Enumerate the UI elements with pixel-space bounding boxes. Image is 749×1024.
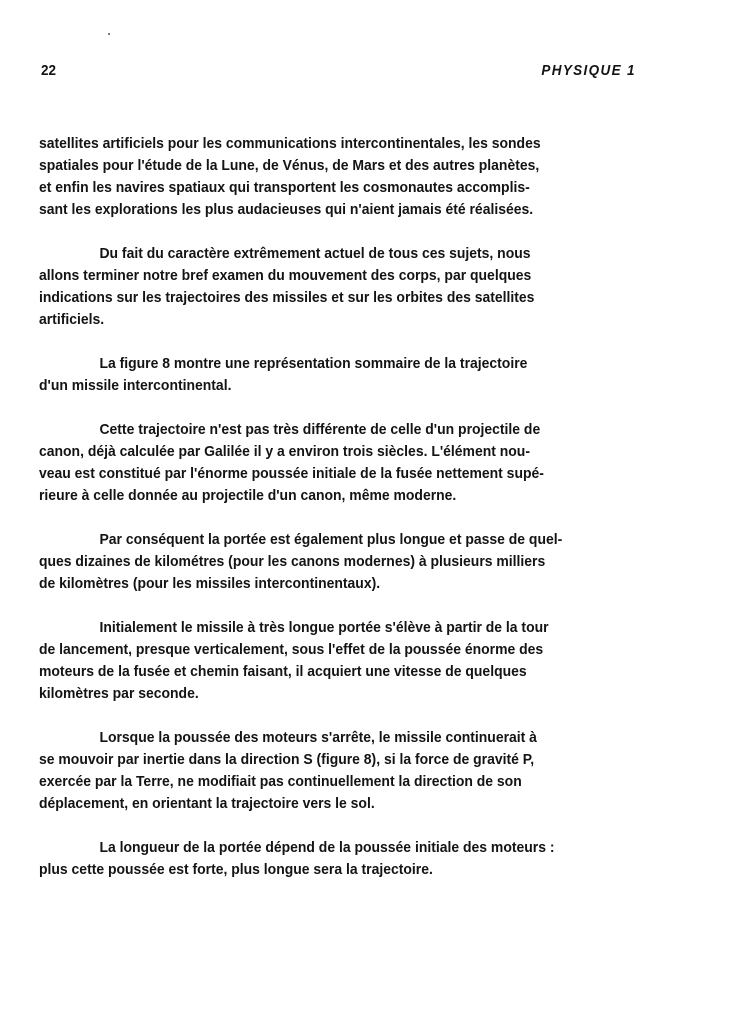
text-line: allons terminer notre bref examen du mouvement des corps, par quelques (39, 267, 532, 284)
text-line: exercée par la Terre, ne modifiait pas continuellement la direction de son (39, 773, 522, 790)
text-line: La figure 8 montre une représentation sommaire de la trajectoire (99, 355, 528, 372)
text-line: artificiels. (39, 311, 105, 328)
paragraph (39, 133, 634, 221)
paragraph (39, 837, 634, 881)
text-line: spatiales pour l'étude de la Lune, de Vénus, de Mars et des autres planètes, (39, 157, 540, 174)
text-line: veau est constitué par l'énorme poussée initiale de la fusée nettement supé- (39, 465, 544, 482)
text-line: Lorsque la poussée des moteurs s'arrête, le missile continuerait à (99, 729, 537, 746)
text-line: plus cette poussée est forte, plus longue sera la trajectoire. (39, 861, 433, 878)
paragraph (39, 419, 634, 507)
text-line: sant les explorations les plus audacieuses qui n'aient jamais été réalisées. (39, 201, 534, 218)
text-line: rieure à celle donnée au projectile d'un canon, même moderne. (39, 487, 457, 504)
paragraph (39, 529, 634, 595)
text-line: Par conséquent la portée est également plus longue et passe de quel- (99, 531, 563, 548)
text-line: ques dizaines de kilométres (pour les canons modernes) à plusieurs milliers (39, 553, 546, 570)
body-text (39, 133, 634, 903)
paragraph (39, 353, 634, 397)
page-header (41, 62, 636, 82)
text-line: kilomètres par seconde. (39, 685, 199, 702)
text-line: d'un missile intercontinental. (39, 377, 232, 394)
text-line: Du fait du caractère extrêmement actuel de tous ces sujets, nous (99, 245, 531, 262)
text-line: de lancement, presque verticalement, sous l'effet de la poussée énorme des (39, 641, 544, 658)
text-line: et enfin les navires spatiaux qui transportent les cosmonautes accomplis- (39, 179, 530, 196)
text-line: déplacement, en orientant la trajectoire vers le sol. (39, 795, 375, 812)
paragraph (39, 617, 634, 705)
text-line: La longueur de la portée dépend de la poussée initiale des moteurs : (99, 839, 555, 856)
page-number: 22 (41, 62, 57, 79)
paragraph (39, 727, 634, 815)
text-line: canon, déjà calculée par Galilée il y a environ trois siècles. L'élément nou- (39, 443, 530, 460)
text-line: se mouvoir par inertie dans la direction S (figure 8), si la force de gravité P, (39, 751, 535, 768)
text-line: Initialement le missile à très longue portée s'élève à partir de la tour (99, 619, 549, 636)
running-title: PHYSIQUE 1 (541, 62, 636, 79)
text-line: satellites artificiels pour les communications intercontinentales, les sondes (39, 135, 541, 152)
text-line: moteurs de la fusée et chemin faisant, il acquiert une vitesse de quelques (39, 663, 527, 680)
text-line: de kilomètres (pour les missiles intercontinentaux). (39, 575, 381, 592)
paragraph (39, 243, 634, 331)
scan-speck (108, 33, 110, 35)
text-line: indications sur les trajectoires des missiles et sur les orbites des satellites (39, 289, 535, 306)
text-line: Cette trajectoire n'est pas très différente de celle d'un projectile de (99, 421, 541, 438)
